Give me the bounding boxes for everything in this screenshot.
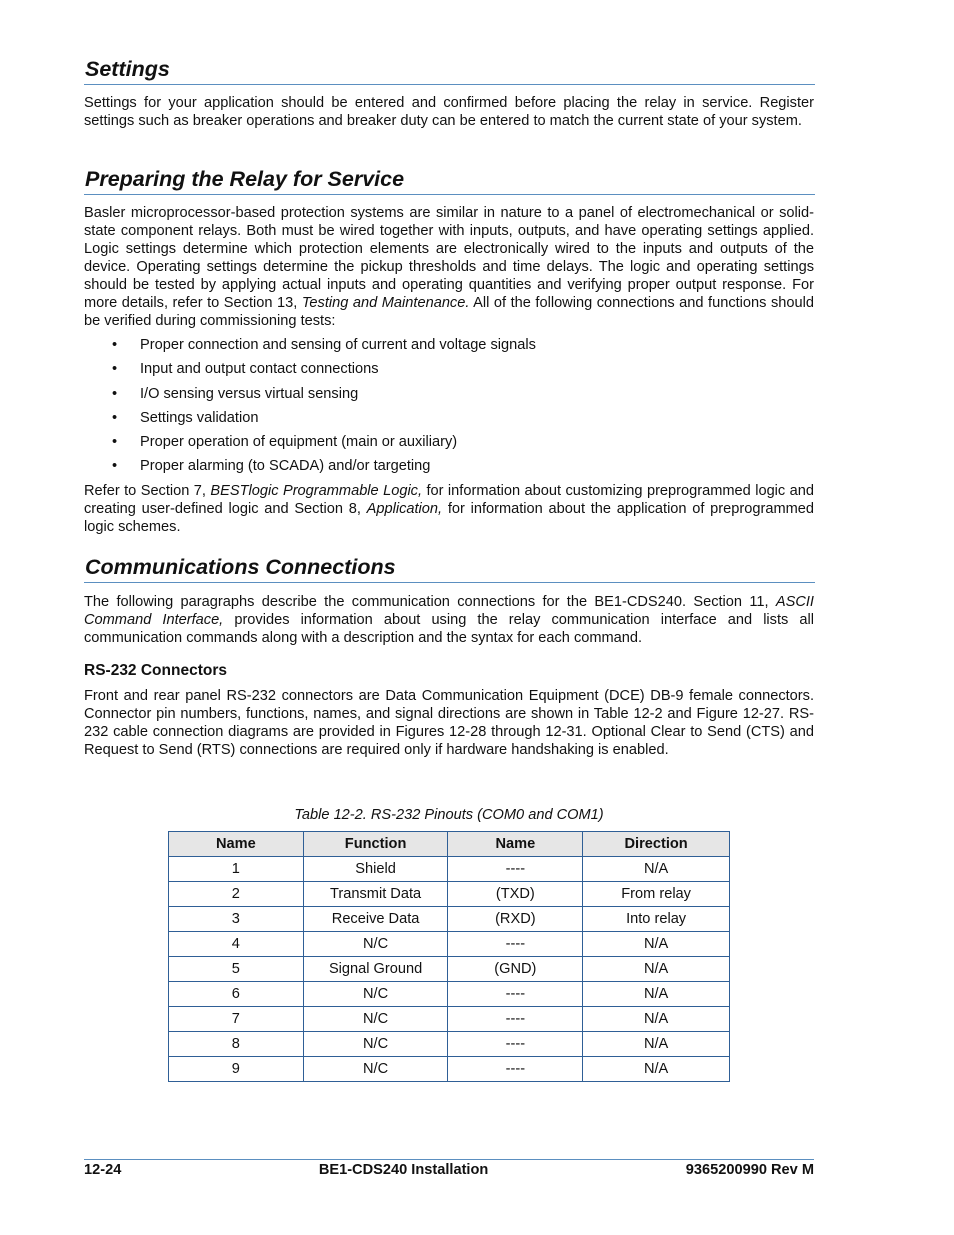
table-row bbox=[169, 857, 730, 882]
column-header: Direction bbox=[583, 832, 730, 857]
table-caption: Table 12-2. RS-232 Pinouts (COM0 and COM1) bbox=[294, 807, 604, 823]
table-cell: N/C bbox=[303, 1057, 448, 1082]
table-cell: Receive Data bbox=[303, 907, 448, 932]
heading-settings: Settings bbox=[84, 56, 815, 85]
table-cell: (GND) bbox=[448, 957, 583, 982]
rs232-paragraph: Front and rear panel RS-232 connectors are Data Communication Equipment (DCE) DB-9 female connectors. Connector pin numbers, functions, names, and signal directions are shown in Table 12-2 and Figure 12-27. RS-232 cable connection diagrams are provided in Figures 12-28 through 12-31. Optional Clear to Send (CTS) and Request to Send (RTS) connections are required only if hardware handshaking is enabled. bbox=[84, 688, 814, 758]
rs232-pinout-table bbox=[168, 831, 730, 1082]
logic-reference-paragraph: Refer to Section 7, BESTlogic Programmable Logic, for information about customizing preprogrammed logic and creating user-defined logic and Section 8, Application, for information about the application of preprogrammed logic schemes. bbox=[84, 483, 814, 535]
table-cell: 6 bbox=[169, 982, 304, 1007]
table-cell: N/C bbox=[303, 982, 448, 1007]
footer-title: BE1-CDS240 Installation bbox=[318, 1162, 489, 1178]
column-header: Name bbox=[448, 832, 583, 857]
table-row bbox=[169, 1007, 730, 1032]
table-cell: N/C bbox=[303, 1007, 448, 1032]
table-cell: From relay bbox=[583, 882, 730, 907]
table-cell: Into relay bbox=[583, 907, 730, 932]
table-cell: N/A bbox=[583, 957, 730, 982]
table-cell: 5 bbox=[169, 957, 304, 982]
table-row bbox=[169, 957, 730, 982]
footer-document-number: 9365200990 Rev M bbox=[685, 1162, 814, 1178]
table-row bbox=[169, 907, 730, 932]
communications-paragraph: The following paragraphs describe the communication connections for the BE1-CDS240. Section 11, ASCII Command Interface, provides information about using the relay communication interface and lists all communication commands along with a description and the syntax for each command. bbox=[84, 594, 815, 646]
table-cell: 3 bbox=[169, 907, 304, 932]
table-cell: Shield bbox=[303, 857, 448, 882]
table-cell: N/C bbox=[303, 932, 448, 957]
table-cell: 2 bbox=[169, 882, 304, 907]
table-row bbox=[169, 1057, 730, 1082]
table-cell: N/A bbox=[583, 932, 730, 957]
table-cell: 9 bbox=[169, 1057, 304, 1082]
list-item: • Settings validation bbox=[112, 409, 259, 426]
heading-communications: Communications Connections bbox=[84, 554, 815, 583]
table-cell: 8 bbox=[169, 1032, 304, 1057]
table-row bbox=[169, 982, 730, 1007]
table-cell: 4 bbox=[169, 932, 304, 957]
commissioning-checklist bbox=[84, 336, 814, 482]
table-cell: (TXD) bbox=[448, 882, 583, 907]
table-cell: ---- bbox=[448, 1007, 583, 1032]
table-cell: 7 bbox=[169, 1007, 304, 1032]
table-cell: ---- bbox=[448, 1057, 583, 1082]
table-cell: N/A bbox=[583, 1032, 730, 1057]
table-header-row bbox=[169, 832, 730, 857]
list-item: • Proper alarming (to SCADA) and/or targeting bbox=[112, 458, 431, 475]
table-cell: N/C bbox=[303, 1032, 448, 1057]
column-header: Function bbox=[303, 832, 448, 857]
table-cell: N/A bbox=[583, 982, 730, 1007]
table-cell: N/A bbox=[583, 1007, 730, 1032]
footer-page-number: 12-24 bbox=[84, 1162, 122, 1178]
column-header: Name bbox=[169, 832, 304, 857]
table-cell: ---- bbox=[448, 1032, 583, 1057]
page-footer bbox=[84, 1159, 814, 1179]
list-item: • Proper operation of equipment (main or auxiliary) bbox=[112, 434, 458, 451]
list-item: • Input and output contact connections bbox=[112, 361, 379, 378]
table-cell: 1 bbox=[169, 857, 304, 882]
table-cell: (RXD) bbox=[448, 907, 583, 932]
table-cell: ---- bbox=[448, 857, 583, 882]
table-cell: ---- bbox=[448, 982, 583, 1007]
preparing-paragraph: Basler microprocessor-based protection systems are similar in nature to a panel of electromechanical or solid-state component relays. Both must be wired together with inputs, outputs, and have operating settings applied. Logic settings determine which protection elements are electronically wired to the inputs and outputs of the device. Operating settings determine the pickup thresholds and time delays. The logic and operating settings should be tested by applying actual inputs and operating quantities and verifying proper output response. For more details, refer to Section 13, Testing and Maintenance. All of the following connections and functions should be verified during commissioning tests: bbox=[84, 205, 814, 329]
table-cell: N/A bbox=[583, 857, 730, 882]
table-row bbox=[169, 1032, 730, 1057]
table-row bbox=[169, 882, 730, 907]
list-item: • I/O sensing versus virtual sensing bbox=[112, 385, 359, 402]
settings-paragraph: Settings for your application should be entered and confirmed before placing the relay in service. Register settings such as breaker operations and breaker duty can be entered to match the current state of your system. bbox=[84, 95, 814, 129]
table-row bbox=[169, 932, 730, 957]
table-cell: Transmit Data bbox=[303, 882, 448, 907]
table-cell: ---- bbox=[448, 932, 583, 957]
subheading-rs232: RS-232 Connectors bbox=[84, 662, 227, 679]
list-item: • Proper connection and sensing of current and voltage signals bbox=[112, 337, 536, 353]
table-cell: N/A bbox=[583, 1057, 730, 1082]
heading-preparing: Preparing the Relay for Service bbox=[84, 166, 815, 195]
table-cell: Signal Ground bbox=[303, 957, 448, 982]
